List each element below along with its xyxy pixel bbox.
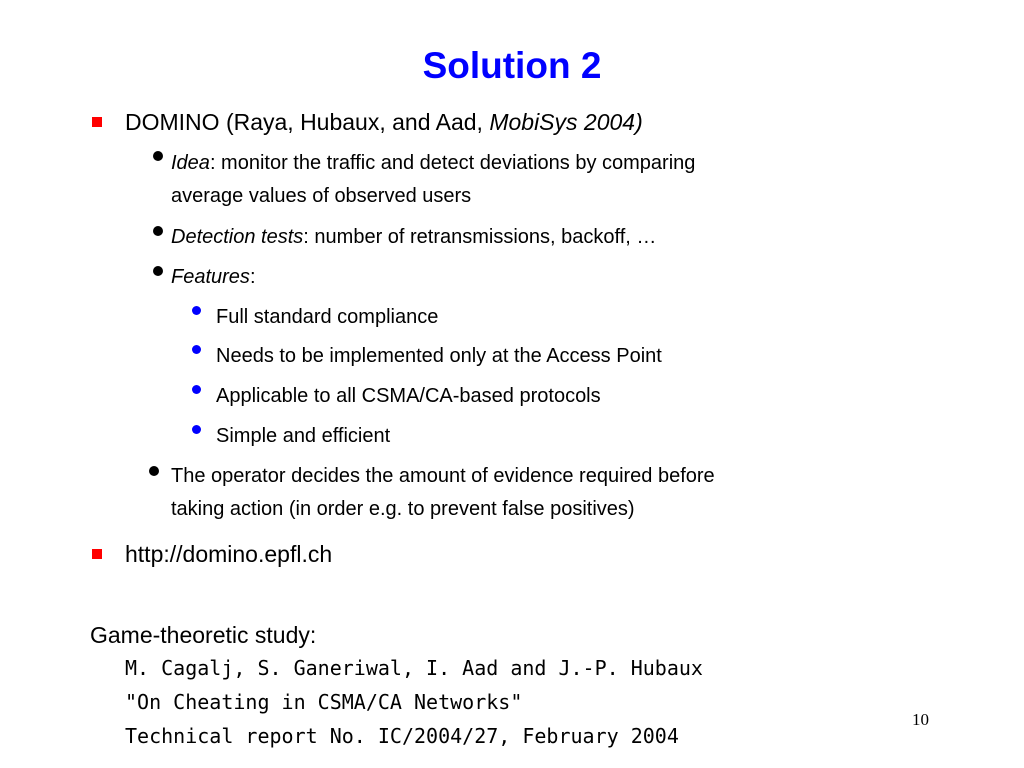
blue-dot-bullet-icon xyxy=(192,345,201,354)
bullet-dot-icon xyxy=(153,151,163,161)
idea-continuation: average values of observed users xyxy=(171,185,472,207)
feature-item: Simple and efficient xyxy=(216,425,391,447)
feature-item: Needs to be implemented only at the Access Point xyxy=(216,345,662,367)
reference-authors: M. Cagalj, S. Ganeriwal, I. Aad and J.-P. Hubaux xyxy=(125,656,703,680)
bullet-idea xyxy=(171,147,695,180)
game-theoretic-heading: Game-theoretic study: xyxy=(90,622,317,648)
features-colon: : xyxy=(249,266,256,288)
bullet-dot-icon xyxy=(153,266,163,276)
operator-continuation: taking action (in order e.g. to prevent false positives) xyxy=(171,498,635,520)
idea-text: : monitor the traffic and detect deviations by comparing xyxy=(209,152,696,174)
reference-report: Technical report No. IC/2004/27, February 2004 xyxy=(125,724,679,748)
blue-dot-bullet-icon xyxy=(192,425,201,434)
bullet-dot-icon xyxy=(153,226,163,236)
domino-url: http://domino.epfl.ch xyxy=(125,541,333,567)
blue-dot-bullet-icon xyxy=(192,306,201,315)
bullet-features xyxy=(171,261,256,294)
feature-item: Full standard compliance xyxy=(216,306,439,328)
bullet-domino xyxy=(125,108,643,136)
detection-label: Detection tests xyxy=(171,226,304,248)
domino-text: DOMINO (Raya, Hubaux, and Aad, xyxy=(125,109,490,135)
idea-label: Idea xyxy=(171,152,210,174)
detection-text: : number of retransmissions, backoff, … xyxy=(303,226,657,248)
domino-venue: MobiSys 2004) xyxy=(489,109,643,135)
feature-item: Applicable to all CSMA/CA-based protocols xyxy=(216,385,601,407)
red-square-bullet-icon xyxy=(92,549,102,559)
bullet-operator: The operator decides the amount of evidence required before xyxy=(171,465,715,487)
features-label: Features xyxy=(171,266,250,288)
slide-title: Solution 2 xyxy=(422,45,602,86)
blue-dot-bullet-icon xyxy=(192,385,201,394)
bullet-detection-tests xyxy=(171,221,656,254)
red-square-bullet-icon xyxy=(92,117,102,127)
reference-title: "On Cheating in CSMA/CA Networks" xyxy=(125,690,523,714)
page-number: 10 xyxy=(912,710,929,729)
bullet-dot-icon xyxy=(149,466,159,476)
